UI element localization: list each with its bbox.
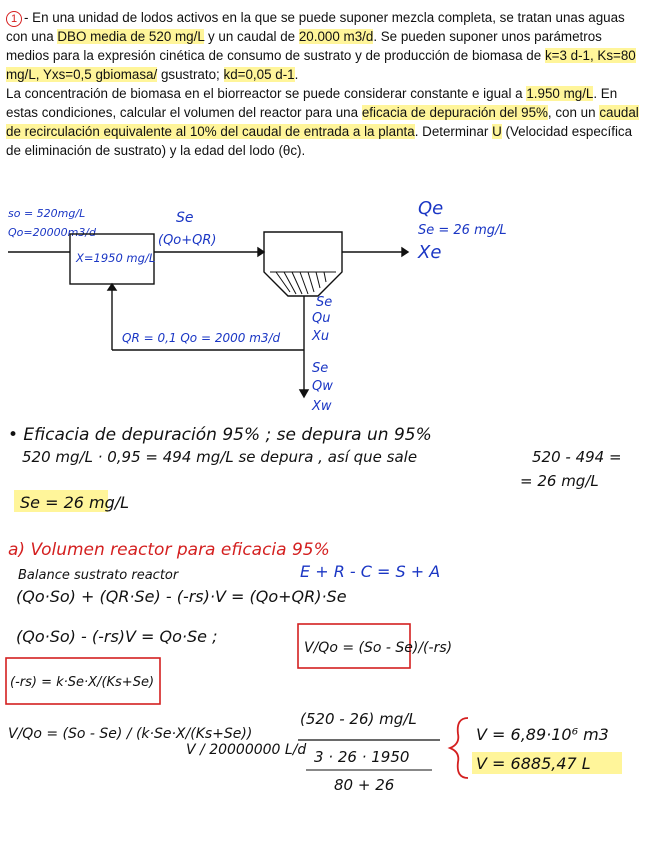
denominator-product: 3 · 26 · 1950 [314,748,410,766]
arrow-waste-icon [300,390,308,397]
volume-result-2: V = 6885,47 L [476,754,591,773]
waste-se-label: Se [312,361,329,376]
highlight-caudal: 20.000 m3/d [298,29,374,44]
arrow-effluent-icon [402,248,408,256]
highlight-biomasa: 1.950 mg/L [526,86,594,101]
underflow-xu-label: Xu [312,329,330,344]
recycle-flow-label: QR = 0,1 Qo = 2000 m3/d [122,331,281,345]
subtraction-line: 520 - 494 = [532,448,622,466]
reactor-biomass-label: X=1950 mg/L [76,251,156,265]
solution [6,425,622,794]
volume-substitution: V / 20000000 L/d [186,742,307,758]
highlight-kd: kd=0,05 d-1 [223,67,295,82]
arrow-to-settler-icon [258,248,264,256]
arrow-recycle-icon [108,284,116,290]
process-diagram [8,198,507,414]
underflow-se-label: Se [316,295,333,310]
se-result: Se = 26 mg/L [20,493,130,512]
problem-paragraph-1: 1 - En una unidad de lodos activos en la que se puede suponer mezcla completa, se tratan unas aguas con una DBO media de 520 mg/L y un caudal de 20.000 m3/d. Se pueden suponer unos parámetros medios para la expresión cinética de consumo de sustrato y de producción de biomasa de k=3 d-1, Ks=80 mg/L, Yxs=0,5 gbiomasa/ gsustrato; kd=0,05 d-1. [6,10,636,82]
subtraction-result: = 26 mg/L [520,472,599,490]
effluent-qe-label: Qe [418,198,444,219]
balance-full-equation: (Qo·So) + (QR·Se) - (-rs)·V = (Qo+QR)·Se [16,587,347,606]
effluent-se-label: Se = 26 mg/L [418,223,507,238]
waste-xw-label: Xw [312,399,332,414]
underflow-qu-label: Qu [312,311,331,326]
balance-simplified-equation: (Qo·So) - (-rs)V = Qo·Se ; [16,627,218,646]
highlight-eficacia: eficacia de depuración del 95% [361,105,548,120]
problem-paragraph-2: La concentración de biomasa en el biorreactor se puede considerar constante e igual a 1.950 mg/L. En estas condiciones, calcular el volumen del reactor para una eficacia de depuración del 95%, con un caudal de recirculación equivalente al 10% del caudal de entrada a la planta. Determinar U (Velocidad específica de eliminación de sustrato) y la edad del lodo (θc). [6,86,639,158]
balance-title: Balance sustrato reactor [18,568,179,583]
flow-qoqr-label: (Qo+QR) [158,233,217,248]
depuration-line: 520 mg/L · 0,95 = 494 mg/L se depura , así que sale [22,448,418,466]
rate-formula: (-rs) = k·Se·X/(Ks+Se) [10,675,155,690]
flow-se-label: Se [176,210,194,226]
effluent-xe-label: Xe [418,242,442,263]
volume-formula: V/Qo = (So - Se)/(-rs) [304,640,453,656]
volume-result-1: V = 6,89·10⁶ m3 [476,725,609,744]
balance-equation: E + R - C = S + A [300,562,441,581]
highlight-dbo: DBO media de 520 mg/L [57,29,205,44]
denominator-sum: 80 + 26 [334,776,395,794]
efficiency-line: • Eficacia de depuración 95% ; se depura un 95% [8,425,432,445]
section-a-heading: a) Volumen reactor para eficacia 95% [8,540,330,560]
numerator-value: (520 - 26) mg/L [300,710,417,728]
settler-sludge-hatch [270,272,336,294]
waste-qw-label: Qw [312,379,333,394]
highlight-params: k=3 d-1, Ks=80 mg/L, Yxs=0,5 gbiomasa/ [6,48,636,82]
settler [264,232,342,296]
volume-ratio-equation: V/Qo = (So - Se) / (k·Se·X/(Ks+Se)) [8,726,253,742]
inlet-so-label: so = 520mg/L [8,207,86,220]
highlight-recirculacion: caudal de recirculación equivalente al 10% del caudal de entrada a la planta [6,105,639,139]
highlight-u: U [492,124,502,139]
inlet-qo-label: Qo=20000m3/d [8,226,96,239]
problem-number: 1 [6,11,22,27]
result-brace [450,718,468,778]
